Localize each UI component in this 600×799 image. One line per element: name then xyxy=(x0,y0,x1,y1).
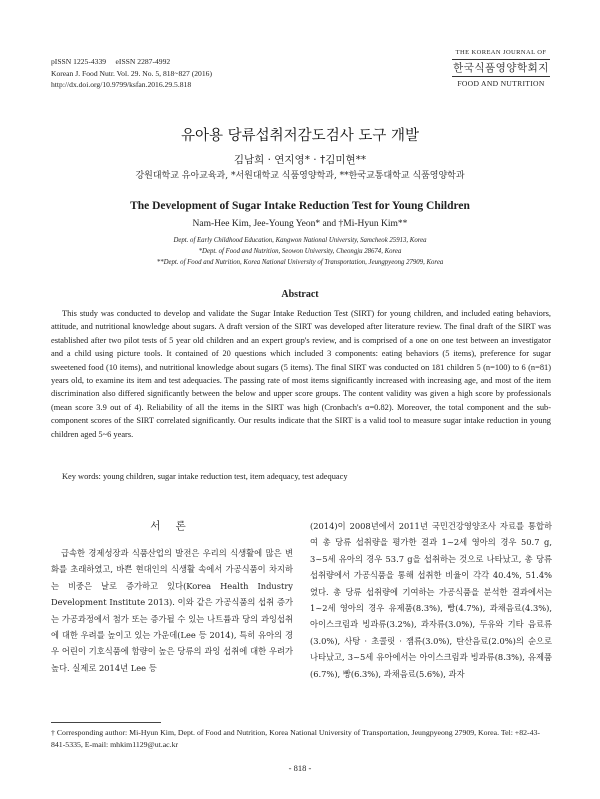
affiliation-english: Dept. of Early Childhood Education, Kangwon National University, Samcheok 25913, Korea xyxy=(173,237,427,244)
page-number: - 818 - xyxy=(288,763,312,773)
citation: Korean J. Food Nutr. Vol. 29. No. 5, 818~827 (2016) xyxy=(51,68,212,78)
authors-english: Nam-Hee Kim, Jee-Young Yeon* and †Mi-Hyun Kim** xyxy=(192,219,408,229)
abstract-heading: Abstract xyxy=(281,289,319,300)
issn: pISSN 1225-4339 eISSN 2287-4992 xyxy=(51,57,171,66)
keywords: Key words: young children, sugar intake reduction test, item adequacy, test adequacy xyxy=(62,472,348,481)
journal-info xyxy=(51,56,212,91)
abstract-text: This study was conducted to develop and validate the Sugar Intake Reduction Test (SIRT) for young children, and included eating behaviors, attitude, and nutritional knowledge about sugars. A draft version of the SIRT was developed after literature review. The final draft of the SIRT was established after two pilot tests of 5 year old children and an expert group's review, and is comprised of a one on one test between an investigator and a child using picture tools. It contained of 20 questions which included 3 components: eating behaviors (5 items), preference for sugar sweetened food (10 items), and nutritional knowledge about sugars (5 items). The final SIRT was conducted on 181 children 5 (n=100) to 6 (n=81) years old, to examine its item and test adequacies. The passing rate of most items significantly increased with increasing age, and most of the item discrimination also differed significantly between the below and upper score groups. The content validity was given a high score by professionals (mean score 3.9 out of 4). Reliability of all the items in the SIRT was high (Cronbach's α=0.82). Moreover, the total component and the sub-component scores of the SIRT correlated significantly. Our results indicate that the SIRT is a valid tool to measure sugar intake reduction in young children aged 5~6 years. xyxy=(51,309,551,439)
affiliation-english: *Dept. of Food and Nutrition, Seowon University, Cheongju 28674, Korea xyxy=(198,248,402,255)
footnote-area xyxy=(51,722,551,750)
journal-name-en-bottom: FOOD AND NUTRITION xyxy=(457,79,545,88)
journal-divider-bottom xyxy=(452,76,550,77)
affiliations-korean: 강원대학교 유아교육과, *서원대학교 식품영양학과, **한국교통대학교 식품영양학과 xyxy=(135,171,465,181)
affiliation-english: **Dept. of Food and Nutrition, Korea National University of Transportation, Jeungpyeong 27909, Korea xyxy=(156,259,444,266)
footnote-divider xyxy=(51,722,161,723)
title-english: The Development of Sugar Intake Reduction Test for Young Children xyxy=(130,200,470,212)
body-text-right-column: (2014)이 2008년에서 2011년 국민건강영양조사 자료를 통합하여 총 당류 섭취량을 평가한 결과 1~2세 영아의 경우 50.7 g, 3~5세 유아의 경우 53.7 g을 섭취하는 것으로 나타났고, 총 당류 섭취량에서 가공식품을 통해 섭취한 비율이 각각 40.4%, 51.4%였다. 총 당류 섭취량에 기여하는 가공식품을 분석한 결과에서는 1~2세 영아의 경우 유제품(8.3%), 빵(4.7%), 과채음료(4.3%), 아이스크림과 빙과류(3.2%), 과자류(3.0%), 두유와 기타 음료류(3.0%), 사탕 · 초콜릿 · 잼류(3.0%), 탄산음료(2.0%)의 순으로 나타났고, 3~5세 유아에서는 아이스크림과 빙과류(8.3%), 유제품(6.7%), 빵(6.3%), 과채음료(5.6%), 과자 xyxy=(310,521,552,679)
journal-logo xyxy=(452,48,550,89)
body-text-left-column: 급속한 경제성장과 식품산업의 발전은 우리의 식생활에 많은 변화를 초래하였고, 바쁜 현대인의 식생활 속에서 가공식품이 차지하는 비중은 날로 증가하고 있다(Korea Health Industry Development Institute 2013). 이와 같은 가공식품의 섭취 증가는 가공과정에서 첨가 또는 증가될 수 있는 나트륨과 당의 과잉섭취에 대한 우려를 높이고 있는 가운데(Lee 등 2014), 특히 유아의 경우 어린이 기호식품에 함량이 높은 당류의 과잉 섭취에 대한 우려가 높다. 실제로 2014년 Lee 등 xyxy=(51,548,293,673)
journal-name-en-top: THE KOREAN JOURNAL OF xyxy=(455,49,547,56)
corresponding-author-footnote: † Corresponding author: Mi-Hyun Kim, Dept. of Food and Nutrition, Korea National University of Transportation, Jeungpyeong 27909, Korea. Tel: +82-43-841-5335, E-mail: mhkim1129@ut.ac.kr xyxy=(51,728,540,749)
journal-divider-top xyxy=(452,59,550,60)
title-korean: 유아용 당류섭취저감도검사 도구 개발 xyxy=(181,128,419,144)
journal-name-ko: 한국식품영양학회지 xyxy=(453,62,549,74)
section-heading-introduction: 서 론 xyxy=(150,520,192,532)
doi-link[interactable]: http://dx.doi.org/10.9799/ksfan.2016.29.5.818 xyxy=(51,80,192,89)
authors-korean: 김남희 · 연지영* · †김미현** xyxy=(233,154,367,166)
